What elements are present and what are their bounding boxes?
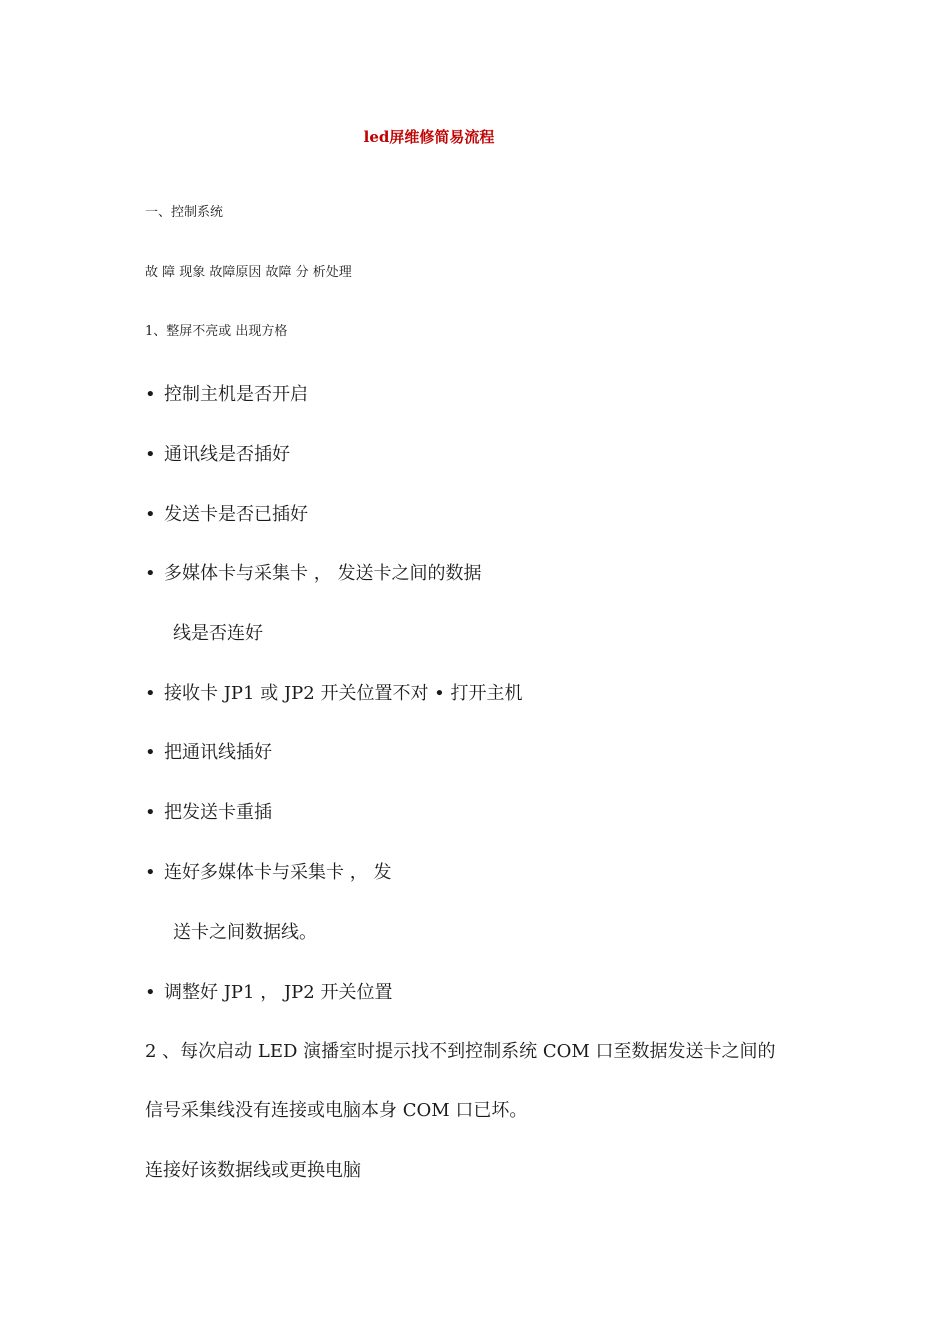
- bullet-text: 把发送卡重插: [164, 802, 272, 823]
- section-heading: 一、控制系统: [145, 205, 224, 220]
- bullet-text: 连好多媒体卡与采集卡 ， 发: [164, 862, 392, 883]
- bullet-text: 发送卡是否已插好: [164, 504, 308, 525]
- paragraph-line: 连接好该数据线或更换电脑: [145, 1160, 361, 1181]
- bullet-text: 调整好 JP1 ， JP2 开关位置: [164, 982, 393, 1003]
- bullet-marker: •: [145, 862, 156, 883]
- bullet-line: [145, 443, 290, 467]
- continuation-line: 送卡之间数据线。: [173, 922, 317, 943]
- table-header-text: 故 障 现象 故障原因 故障 分 析处理: [145, 265, 352, 280]
- bullet-text: 控制主机是否开启: [164, 384, 308, 405]
- bullet-line: [145, 981, 392, 1005]
- bullet-text: 多媒体卡与采集卡 ， 发送卡之间的数据: [164, 563, 482, 584]
- item-heading-1: 1、整屏不亮或 出现方格: [145, 324, 288, 339]
- bullet-line: [145, 861, 391, 885]
- bullet-text: 接收卡 JP1 或 JP2 开关位置不对 • 打开主机: [164, 683, 523, 704]
- bullet-line: [145, 741, 272, 765]
- continuation-line: 线是否连好: [173, 623, 263, 644]
- bullet-line: [145, 801, 272, 825]
- bullet-marker: •: [145, 384, 156, 405]
- paragraph-line: 2 、每次启动 LED 演播室时提示找不到控制系统 COM 口至数据发送卡之间的: [145, 1041, 776, 1062]
- bullet-marker: •: [145, 683, 156, 704]
- bullet-marker: •: [145, 563, 156, 584]
- paragraph-line: 信号采集线没有连接或电脑本身 COM 口已坏。: [145, 1100, 528, 1121]
- bullet-text: 把通讯线插好: [164, 742, 272, 763]
- bullet-line: [145, 682, 523, 706]
- bullet-text: 通讯线是否插好: [164, 444, 290, 465]
- bullet-line: [145, 503, 308, 527]
- bullet-marker: •: [145, 802, 156, 823]
- bullet-marker: •: [145, 504, 156, 525]
- document-title: led屏维修简易流程: [363, 128, 495, 146]
- bullet-marker: •: [145, 742, 156, 763]
- bullet-line: [145, 562, 481, 586]
- bullet-marker: •: [145, 444, 156, 465]
- bullet-line: [145, 383, 308, 407]
- bullet-marker: •: [145, 982, 156, 1003]
